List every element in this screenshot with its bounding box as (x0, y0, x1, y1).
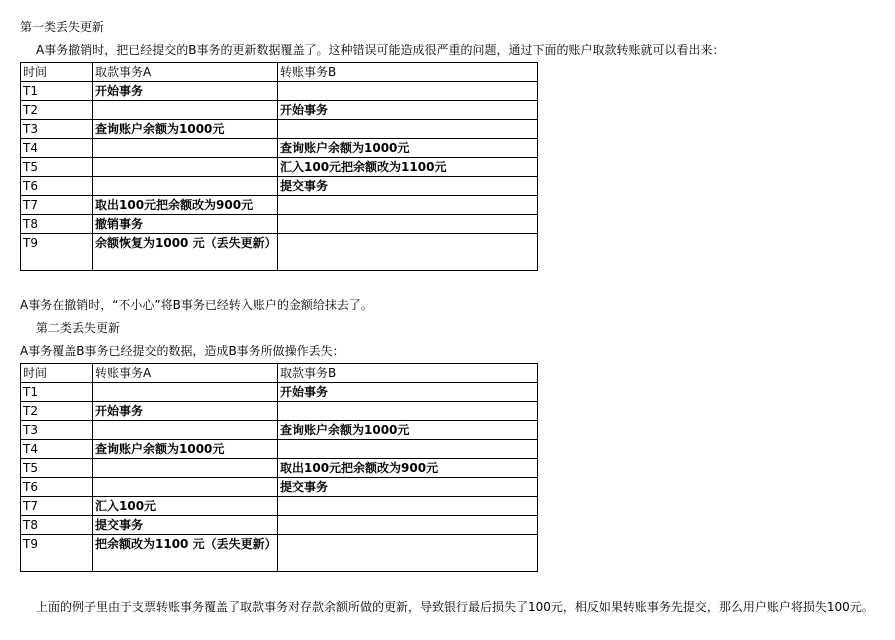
table-row (21, 535, 538, 572)
table-row (21, 196, 538, 215)
time-cell: T8 (21, 516, 93, 535)
table-row (21, 215, 538, 234)
action-cell (278, 516, 538, 535)
action-cell (93, 177, 278, 196)
action-cell (93, 139, 278, 158)
action-cell (93, 421, 278, 440)
action-cell (278, 82, 538, 101)
section1-heading: 第一类丢失更新 (20, 20, 105, 34)
action-cell: 余额恢复为1000 元（丢失更新） (93, 234, 278, 271)
time-cell: T2 (21, 101, 93, 120)
time-cell: T8 (21, 215, 93, 234)
section1-note: A事务在撤销时，“不小心”将B事务已经转入账户的金额给抹去了。 (20, 298, 373, 312)
action-cell: 开始事务 (278, 383, 538, 402)
action-cell (93, 459, 278, 478)
table-row (21, 421, 538, 440)
action-cell: 撤销事务 (93, 215, 278, 234)
action-cell (93, 478, 278, 497)
table-row (21, 177, 538, 196)
section2-heading: 第二类丢失更新 (36, 321, 121, 335)
action-cell: 取出100元把余额改为900元 (278, 459, 538, 478)
table-row (21, 120, 538, 139)
action-cell: 查询账户余额为1000元 (278, 421, 538, 440)
table-row (21, 139, 538, 158)
action-cell: 查询账户余额为1000元 (93, 120, 278, 139)
action-cell: 开始事务 (93, 82, 278, 101)
action-cell (93, 101, 278, 120)
action-cell: 开始事务 (93, 402, 278, 421)
time-cell: T2 (21, 402, 93, 421)
action-cell (93, 158, 278, 177)
time-cell: T6 (21, 177, 93, 196)
time-cell: T7 (21, 497, 93, 516)
table-row (21, 440, 538, 459)
lost-update-table-1 (20, 62, 538, 271)
time-cell: T4 (21, 139, 93, 158)
time-cell: T9 (21, 535, 93, 572)
table-row (21, 158, 538, 177)
action-cell: 提交事务 (278, 478, 538, 497)
action-cell: 查询账户余额为1000元 (278, 139, 538, 158)
table-row (21, 82, 538, 101)
table-row (21, 478, 538, 497)
action-cell (278, 497, 538, 516)
action-cell (278, 440, 538, 459)
table-row (21, 383, 538, 402)
time-cell: T3 (21, 120, 93, 139)
action-cell (278, 120, 538, 139)
time-cell: T5 (21, 158, 93, 177)
action-cell (278, 196, 538, 215)
action-cell: 把余额改为1100 元（丢失更新） (93, 535, 278, 572)
action-cell: 汇入100元 (93, 497, 278, 516)
action-cell: 取出100元把余额改为900元 (93, 196, 278, 215)
table-row (21, 234, 538, 271)
time-cell: T7 (21, 196, 93, 215)
time-cell: T6 (21, 478, 93, 497)
table-row (21, 101, 538, 120)
time-cell: T1 (21, 82, 93, 101)
time-cell: T9 (21, 234, 93, 271)
time-cell: T5 (21, 459, 93, 478)
table-header-row (21, 63, 538, 82)
conclusion-paragraph: 上面的例子里由于支票转账事务覆盖了取款事务对存款余额所做的更新，导致银行最后损失了100元，相反如果转账事务先提交，那么用户账户将损失100元。 (36, 600, 874, 614)
section1-intro: A事务撤销时，把已经提交的B事务的更新数据覆盖了。这种错误可能造成很严重的问题，通过下面的账户取款转账就可以看出来： (36, 43, 725, 57)
table-header-row (21, 364, 538, 383)
table-row (21, 402, 538, 421)
time-cell: T4 (21, 440, 93, 459)
action-cell (278, 535, 538, 572)
column-header: 取款事务B (278, 364, 538, 383)
action-cell: 提交事务 (93, 516, 278, 535)
action-cell (278, 234, 538, 271)
column-header: 转账事务A (93, 364, 278, 383)
time-cell: T1 (21, 383, 93, 402)
action-cell: 提交事务 (278, 177, 538, 196)
time-cell: T3 (21, 421, 93, 440)
table-row (21, 497, 538, 516)
table-row (21, 516, 538, 535)
action-cell (93, 383, 278, 402)
action-cell: 开始事务 (278, 101, 538, 120)
action-cell: 汇入100元把余额改为1100元 (278, 158, 538, 177)
column-header: 取款事务A (93, 63, 278, 82)
section2-intro: A事务覆盖B事务已经提交的数据，造成B事务所做操作丢失： (20, 344, 345, 358)
action-cell (278, 402, 538, 421)
table-row (21, 459, 538, 478)
column-header: 转账事务B (278, 63, 538, 82)
column-header: 时间 (21, 63, 93, 82)
action-cell: 查询账户余额为1000元 (93, 440, 278, 459)
action-cell (278, 215, 538, 234)
lost-update-table-2 (20, 363, 538, 572)
column-header: 时间 (21, 364, 93, 383)
